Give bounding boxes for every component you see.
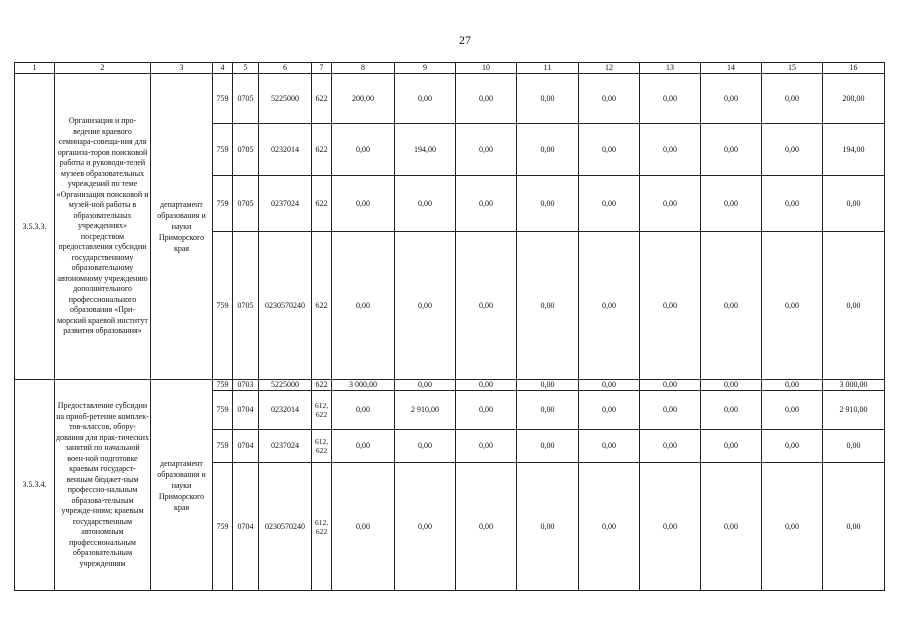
column-header: 1	[15, 63, 55, 74]
table-cell: 0,00	[762, 380, 823, 391]
table-cell: 0,00	[332, 176, 395, 232]
table-cell: 0,00	[823, 232, 885, 380]
header-row	[15, 63, 885, 74]
table-cell: 0,00	[456, 430, 517, 463]
table-cell: 0,00	[762, 391, 823, 430]
table-cell: 0,00	[395, 430, 456, 463]
table-cell: 0,00	[701, 463, 762, 591]
table-cell: 3 000,00	[823, 380, 885, 391]
table-cell: 0237024	[259, 430, 312, 463]
column-header: 16	[823, 63, 885, 74]
table-cell: 0705	[233, 74, 259, 124]
table-cell: 612, 622	[312, 430, 332, 463]
table-cell: 0,00	[823, 463, 885, 591]
column-header: 10	[456, 63, 517, 74]
table-cell: 759	[213, 124, 233, 176]
table-cell: 0,00	[395, 380, 456, 391]
table-cell: 0,00	[579, 430, 640, 463]
table-cell: 0,00	[762, 124, 823, 176]
column-header: 6	[259, 63, 312, 74]
table-cell: 0,00	[640, 463, 701, 591]
table-cell: 194,00	[395, 124, 456, 176]
table-cell: 0,00	[762, 430, 823, 463]
table-cell: 0,00	[579, 391, 640, 430]
table-cell: 0,00	[332, 124, 395, 176]
table-cell: 759	[213, 463, 233, 591]
table-cell: 0,00	[456, 124, 517, 176]
table-cell: 0,00	[579, 232, 640, 380]
table-cell: 622	[312, 124, 332, 176]
table-cell: 2 910,00	[823, 391, 885, 430]
table-cell: 0705	[233, 232, 259, 380]
table-cell: 0,00	[762, 74, 823, 124]
table-cell: 0,00	[517, 463, 579, 591]
column-header: 2	[55, 63, 151, 74]
table-cell: 0704	[233, 391, 259, 430]
table-cell: 622	[312, 74, 332, 124]
table-cell: 759	[213, 391, 233, 430]
table-cell: 0,00	[701, 430, 762, 463]
item-executor: департамент образования и науки Приморского края	[151, 380, 213, 591]
item-executor: департамент образования и науки Приморского края	[151, 74, 213, 380]
table-cell: 759	[213, 430, 233, 463]
table-cell: 2 910,00	[395, 391, 456, 430]
table-cell: 0,00	[579, 463, 640, 591]
table-cell: 622	[312, 176, 332, 232]
table-cell: 0,00	[640, 74, 701, 124]
table-cell: 5225000	[259, 380, 312, 391]
column-header: 5	[233, 63, 259, 74]
table-cell: 0,00	[640, 124, 701, 176]
item-number: 3.5.3.4.	[15, 380, 55, 591]
table-cell: 0,00	[640, 391, 701, 430]
table-cell: 194,00	[823, 124, 885, 176]
column-header: 14	[701, 63, 762, 74]
column-header: 15	[762, 63, 823, 74]
column-header: 3	[151, 63, 213, 74]
column-header: 12	[579, 63, 640, 74]
table-cell: 0,00	[640, 430, 701, 463]
table-cell: 0,00	[701, 232, 762, 380]
table-cell: 612, 622	[312, 463, 332, 591]
table-cell: 0704	[233, 430, 259, 463]
table-cell: 0,00	[517, 176, 579, 232]
table-cell: 0,00	[517, 391, 579, 430]
page-number: 27	[459, 33, 471, 47]
table-cell: 0,00	[640, 176, 701, 232]
column-header: 4	[213, 63, 233, 74]
table-cell: 0,00	[517, 380, 579, 391]
table-cell: 0,00	[762, 463, 823, 591]
table-cell: 0,00	[332, 391, 395, 430]
item-number: 3.5.3.3.	[15, 74, 55, 380]
table-cell: 0,00	[579, 124, 640, 176]
table-cell: 200,00	[823, 74, 885, 124]
table-cell: 0,00	[517, 74, 579, 124]
table-cell: 0703	[233, 380, 259, 391]
column-header: 7	[312, 63, 332, 74]
table-cell: 0,00	[332, 463, 395, 591]
table-cell: 0,00	[762, 176, 823, 232]
table-cell: 759	[213, 176, 233, 232]
table-cell: 0,00	[395, 463, 456, 591]
table-cell: 0,00	[456, 232, 517, 380]
table-cell: 759	[213, 74, 233, 124]
column-header: 13	[640, 63, 701, 74]
table-cell: 0230570240	[259, 232, 312, 380]
table-cell: 0705	[233, 176, 259, 232]
item-description: Предоставление субсидии на приоб-ретение комплек-тов-классов, обору-дования для прак-тических занятий по начальной воен-ной подготовке краевым государст-венным бюджет-ным профессио-нальным образова-тельным учрежде-ниям; краевым государственным автономным профессиональным образовательным учреждениям	[55, 380, 151, 591]
table-cell: 0,00	[823, 430, 885, 463]
table-cell: 759	[213, 232, 233, 380]
table-row	[15, 380, 885, 391]
table-cell: 0230570240	[259, 463, 312, 591]
table-cell: 0,00	[395, 232, 456, 380]
table-cell: 0,00	[579, 380, 640, 391]
table-cell: 3 000,00	[332, 380, 395, 391]
table-row	[15, 74, 885, 124]
table-cell: 0,00	[579, 74, 640, 124]
table-cell: 0,00	[640, 380, 701, 391]
table-cell: 0,00	[701, 380, 762, 391]
table-cell: 759	[213, 380, 233, 391]
table-cell: 0232014	[259, 124, 312, 176]
table-cell: 0,00	[517, 430, 579, 463]
table-cell: 0,00	[332, 430, 395, 463]
table-cell: 622	[312, 232, 332, 380]
table-cell: 0232014	[259, 391, 312, 430]
table-cell: 0237024	[259, 176, 312, 232]
table-cell: 0,00	[456, 380, 517, 391]
table-cell: 0,00	[579, 176, 640, 232]
table-cell: 0,00	[823, 176, 885, 232]
budget-table	[14, 62, 885, 591]
table-cell: 0,00	[640, 232, 701, 380]
table-cell: 200,00	[332, 74, 395, 124]
column-header: 11	[517, 63, 579, 74]
table-cell: 0,00	[395, 74, 456, 124]
table-cell: 0,00	[456, 176, 517, 232]
table-cell: 0705	[233, 124, 259, 176]
table-cell: 0,00	[701, 391, 762, 430]
table-cell: 0,00	[456, 463, 517, 591]
table-cell: 0,00	[332, 232, 395, 380]
table-cell: 622	[312, 380, 332, 391]
table-cell: 0,00	[395, 176, 456, 232]
table-cell: 0,00	[701, 124, 762, 176]
table-cell: 0,00	[517, 124, 579, 176]
table-cell: 0,00	[517, 232, 579, 380]
table-cell: 0,00	[701, 74, 762, 124]
table-cell: 5225000	[259, 74, 312, 124]
column-header: 8	[332, 63, 395, 74]
table-cell: 0,00	[762, 232, 823, 380]
table-cell: 0,00	[456, 74, 517, 124]
item-description: Организация и про-ведение краевого семинара-совеща-ния для организа-торов поисковой работы и руководи-телей музеев образовательных учреждений по теме «Организация поисковой и музей-ной работы в образовательных учреждениях» посредством предоставления субсидии государственному образовательному автономному учреждению дополнительного профессионального образования «При-морский краевой институт развития образования»	[55, 74, 151, 380]
column-header: 9	[395, 63, 456, 74]
table-cell: 0,00	[701, 176, 762, 232]
table-cell: 612, 622	[312, 391, 332, 430]
table-cell: 0,00	[456, 391, 517, 430]
table-cell: 0704	[233, 463, 259, 591]
